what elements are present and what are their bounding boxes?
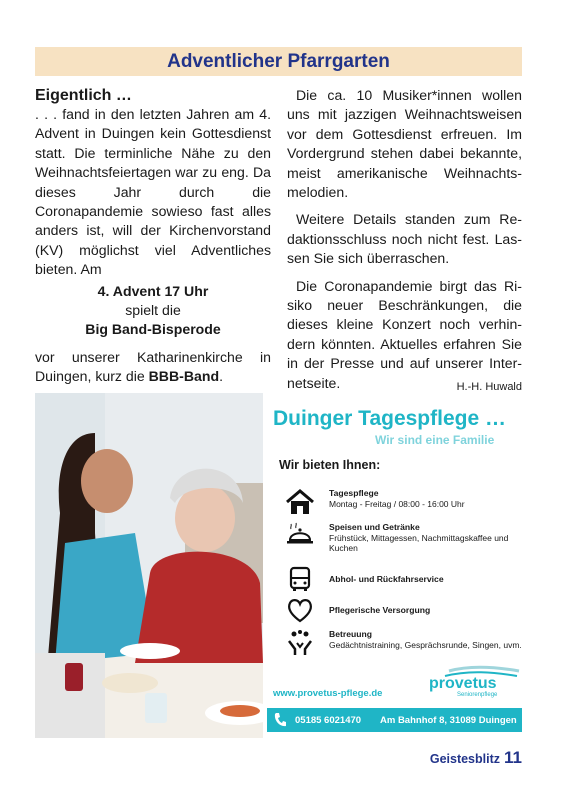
cloche-icon bbox=[285, 522, 315, 550]
ad-website-link[interactable]: www.provetus-pflege.de bbox=[273, 688, 383, 699]
phone-icon bbox=[273, 712, 287, 733]
phone-number[interactable]: 05185 6021470 bbox=[295, 715, 362, 726]
page-number: 11 bbox=[504, 748, 522, 767]
right-paragraph-1: Die ca. 10 Musiker*innen wollen uns mit jazzigen Weihnachtsweisen vor dem Gottesdienst erfreuen. Im Vordergrund stehen dabei bekannte, meist amerikanische Weihnachtsmelodien. bbox=[287, 87, 522, 201]
event-time: 4. Advent 17 Uhr bbox=[97, 282, 209, 299]
ad-title: Duinger Tagespflege … bbox=[273, 407, 506, 430]
event-text: spielt die bbox=[125, 302, 181, 319]
left-paragraph-2: vor unserer Katharinenkirche in Duingen, kurz die BBB-Band. bbox=[35, 348, 271, 385]
advertisement: Duinger Tagespflege … Wir sind eine Familie Wir bieten Ihnen: Tagespflege Montag - Freitag / 08:00 - 16:00 Uhr Speisen und Getränke Frühstück, Mittagessen, Nachmittagskaffee und Kuchen Abhol- und Rückfahrservice Pflegerische Versorgung Betreuung Gedächtnistraining, Gesprächsrunde, Singen, uvm. provetus Seniorenpflege www.provetus-pflege.de 05185 6021470 Am Bahnhof 8, 31089 Duingen bbox=[35, 393, 522, 738]
ad-offer-heading: Wir bieten Ihnen: bbox=[279, 458, 381, 472]
contact-bar bbox=[267, 708, 522, 732]
bus-icon bbox=[285, 565, 315, 593]
provetus-logo bbox=[421, 665, 521, 699]
address: Am Bahnhof 8, 31089 Duingen bbox=[380, 715, 517, 726]
article-heading: Eigentlich … bbox=[35, 87, 132, 104]
page-footer bbox=[430, 748, 522, 768]
hands-icon bbox=[285, 629, 315, 657]
ad-subtitle: Wir sind eine Familie bbox=[375, 433, 495, 447]
right-column bbox=[287, 86, 522, 397]
heart-icon bbox=[285, 596, 315, 624]
event-band: Big Band-Bisperode bbox=[85, 321, 221, 338]
house-icon bbox=[285, 488, 315, 516]
right-paragraph-2: Weitere Details standen zum Redaktionsschluss noch nicht fest. Lassen Sie sich überraschen. bbox=[287, 211, 522, 267]
left-column bbox=[35, 86, 271, 387]
left-paragraph-1: . . . fand in den letzten Jahren am 4. Advent in Duingen kein Gottesdienst statt. Die terminliche Nähe zu den Weihnachtsfeiertagen war zu eng. Da dieses Jahr durch die Coronapandemie sowieso fast alles anders ist, will der Kirchenvorstand (KV) möglichst viel Adventliches bieten. Am bbox=[35, 106, 271, 278]
section-title-banner: Adventlicher Pfarrgarten bbox=[35, 47, 522, 76]
logo-wordmark: provetus bbox=[429, 675, 497, 692]
right-paragraph-3: Die Coronapandemie birgt das Risiko neuer Beschränkungen, die dieses kleine Konzert noch verhindern könnten. Aktuelles erfahren Sie in der Presse und auf unserer Internetseite. H.-H. Huwald bbox=[287, 277, 522, 393]
photo-caregiver-senior bbox=[35, 393, 263, 738]
signature: H.-H. Huwald bbox=[456, 380, 522, 393]
logo-tagline: Seniorenpflege bbox=[457, 692, 498, 698]
magazine-name: Geistesblitz bbox=[429, 752, 501, 766]
